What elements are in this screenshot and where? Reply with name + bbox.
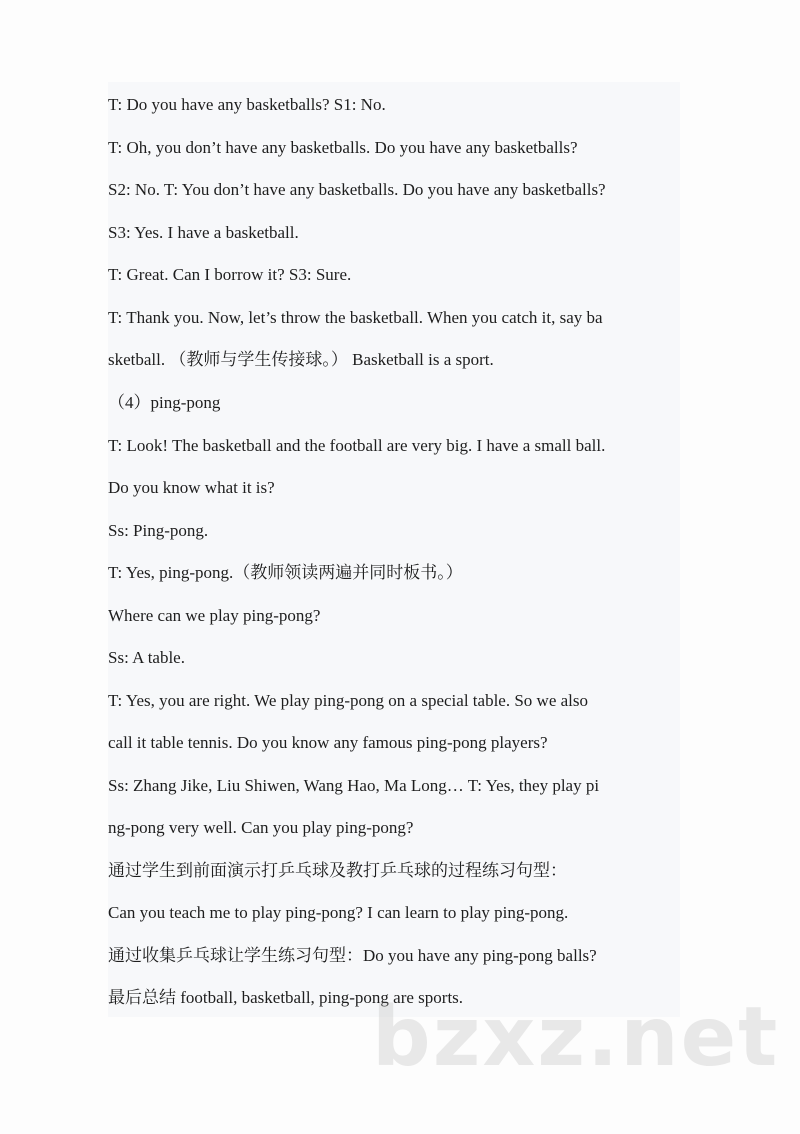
- text-line-19: 通过学生到前面演示打乒乓球及教打乒乓球的过程练习句型：: [108, 861, 567, 880]
- text-line-18: ng-pong very well. Can you play ping-pong?: [108, 818, 414, 837]
- text-line-5: T: Great. Can I borrow it? S3: Sure.: [108, 265, 352, 284]
- watermark: bzxz.net: [372, 990, 780, 1085]
- text-line-7: sketball. （教师与学生传接球。） Basketball is a sport.: [108, 350, 494, 369]
- text-line-12: T: Yes, ping-pong.（教师领读两遍并同时板书。）: [108, 563, 463, 582]
- text-line-13: Where can we play ping-pong?: [108, 606, 321, 625]
- text-line-16: call it table tennis. Do you know any famous ping-pong players?: [108, 733, 548, 752]
- document-text-block: [108, 82, 680, 1017]
- text-line-14: Ss: A table.: [108, 648, 185, 667]
- text-line-8: （4）ping-pong: [108, 393, 221, 412]
- text-line-10: Do you know what it is?: [108, 478, 275, 497]
- text-line-20: Can you teach me to play ping-pong? I can learn to play ping-pong.: [108, 903, 569, 922]
- text-line-6: T: Thank you. Now, let’s throw the basketball. When you catch it, say ba: [108, 308, 603, 327]
- text-line-21: 通过收集乒乓球让学生练习句型：Do you have any ping-pong balls?: [108, 946, 597, 965]
- text-line-11: Ss: Ping-pong.: [108, 521, 209, 540]
- text-line-17: Ss: Zhang Jike, Liu Shiwen, Wang Hao, Ma Long… T: Yes, they play pi: [108, 776, 600, 795]
- text-line-22: 最后总结 football, basketball, ping-pong are sports.: [108, 988, 464, 1007]
- text-line-3: S2: No. T: You don’t have any basketballs. Do you have any basketballs?: [108, 180, 606, 199]
- text-line-15: T: Yes, you are right. We play ping-pong on a special table. So we also: [108, 691, 588, 710]
- text-line-2: T: Oh, you don’t have any basketballs. Do you have any basketballs?: [108, 138, 578, 157]
- text-line-1: T: Do you have any basketballs? S1: No.: [108, 95, 386, 114]
- text-line-9: T: Look! The basketball and the football are very big. I have a small ball.: [108, 436, 606, 455]
- text-line-4: S3: Yes. I have a basketball.: [108, 223, 299, 242]
